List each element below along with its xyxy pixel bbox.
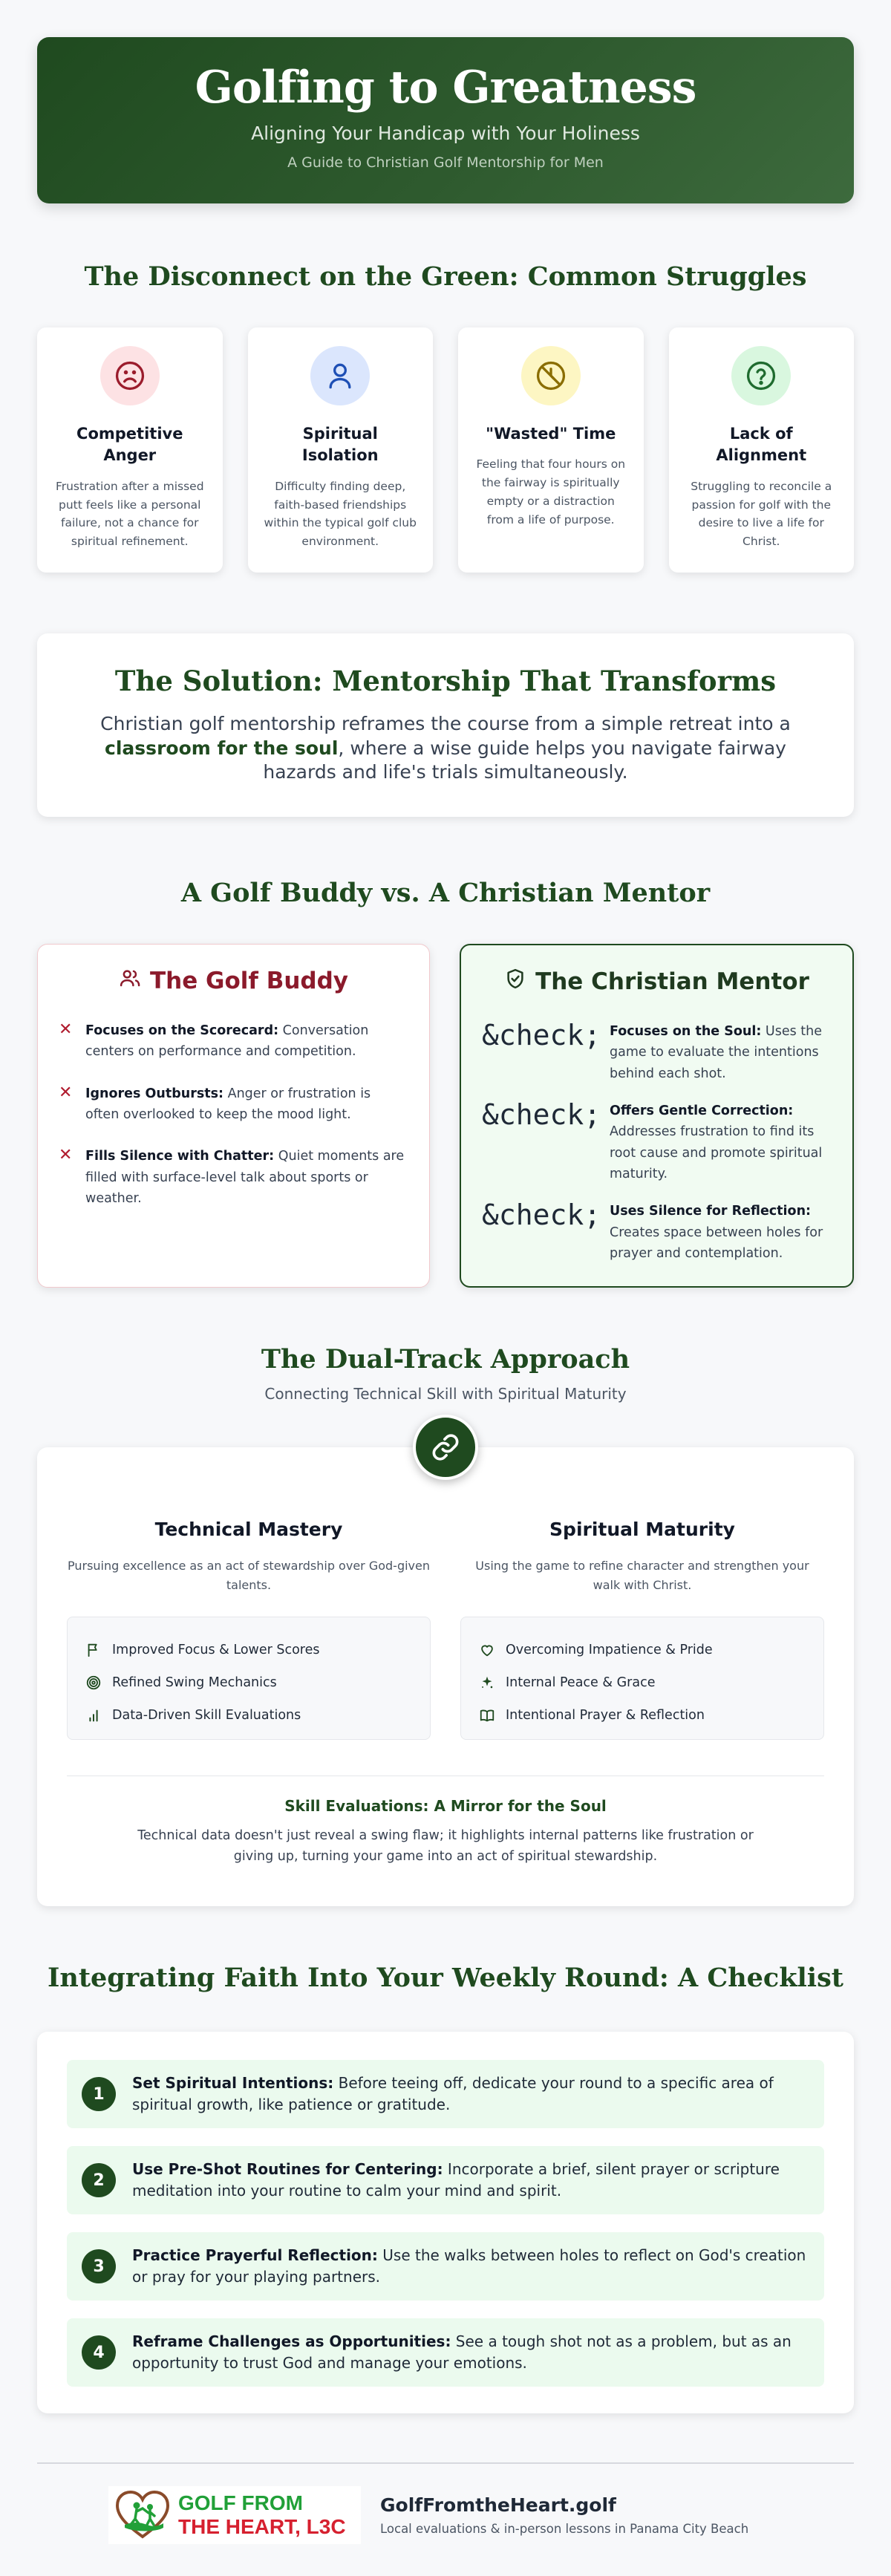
checklist-text bbox=[132, 2073, 809, 2116]
footer bbox=[37, 2464, 854, 2544]
struggle-title: Spiritual Isolation bbox=[301, 425, 379, 465]
list-item bbox=[59, 1083, 408, 1126]
christian-mentor-heading bbox=[482, 968, 832, 996]
heart-golfer-logo-icon bbox=[114, 2489, 171, 2541]
checklist-item bbox=[67, 2318, 824, 2387]
checklist-bold: Reframe Challenges as Opportunities: bbox=[132, 2332, 451, 2350]
solution-text-end: , where a wise guide helps you navigate fairway hazards and life's trials simultaneously. bbox=[263, 737, 786, 783]
list-item-bold: Focuses on the Soul: bbox=[610, 1024, 762, 1039]
list-item-label: Internal Peace & Grace bbox=[506, 1675, 656, 1691]
golf-buddy-card bbox=[37, 944, 430, 1288]
checklist-body: Incorporate a brief, silent prayer or scripture meditation into your routine to calm your mind and spirit. bbox=[132, 2160, 780, 2200]
mirror-text: Technical data doesn't just reveal a swing flaw; it highlights internal patterns like frustration or giving up, turning your game into an act of spiritual stewardship. bbox=[137, 1828, 754, 1865]
user-icon bbox=[310, 346, 370, 405]
solution-card bbox=[37, 633, 854, 817]
checklist-item bbox=[67, 2232, 824, 2301]
checklist-body: Before teeing off, dedicate your round to a specific area of spiritual growth, like patience or gratitude. bbox=[132, 2074, 774, 2113]
users-icon bbox=[119, 967, 141, 995]
technical-mastery-desc: Pursuing excellence as an act of stewardship over God-given talents. bbox=[67, 1559, 430, 1592]
step-number: 4 bbox=[82, 2335, 116, 2370]
struggle-title: Competitive Anger bbox=[76, 425, 183, 465]
x-icon: ✕ bbox=[59, 1146, 73, 1165]
list-item-label: Overcoming Impatience & Pride bbox=[506, 1643, 713, 1658]
golf-buddy-title: The Golf Buddy bbox=[150, 968, 348, 994]
checklist-item bbox=[67, 2060, 824, 2128]
list-item bbox=[479, 1699, 806, 1732]
checklist-bold: Use Pre-Shot Routines for Centering: bbox=[132, 2160, 443, 2178]
logo-line-1: GOLF FROM bbox=[178, 2491, 303, 2514]
list-item-text bbox=[610, 1021, 832, 1084]
dual-track-card bbox=[37, 1447, 854, 1906]
list-item bbox=[85, 1666, 412, 1699]
footer-tagline: Local evaluations & in-person lessons in Panama City Beach bbox=[380, 2522, 749, 2536]
list-item-text bbox=[610, 1100, 832, 1184]
hero-banner bbox=[37, 37, 854, 203]
struggle-text: Feeling that four hours on the fairway is spiritually empty or a distraction from a life of purpose. bbox=[476, 457, 626, 526]
link-icon bbox=[413, 1415, 478, 1480]
list-item bbox=[479, 1666, 806, 1699]
spiritual-maturity-list bbox=[460, 1617, 824, 1740]
check-icon: &check; bbox=[482, 1199, 601, 1232]
x-icon: ✕ bbox=[59, 1083, 73, 1102]
list-item-label: Improved Focus & Lower Scores bbox=[112, 1643, 320, 1658]
checklist-text bbox=[132, 2159, 809, 2202]
list-item-body: Addresses frustration to find its root cause and promote spiritual maturity. bbox=[610, 1124, 823, 1182]
struggle-card bbox=[248, 327, 434, 573]
dual-track-subtitle: Connecting Technical Skill with Spiritual Maturity bbox=[264, 1385, 627, 1403]
dual-track-columns bbox=[67, 1447, 824, 1740]
checklist-body: See a tough shot not as a problem, but as an opportunity to trust God and manage your emotions. bbox=[132, 2332, 792, 2372]
check-icon: &check; bbox=[482, 1019, 601, 1051]
list-item-text bbox=[85, 1020, 408, 1063]
technical-mastery-list bbox=[67, 1617, 431, 1740]
list-item-bold: Fills Silence with Chatter: bbox=[85, 1149, 275, 1164]
page-tagline: A Guide to Christian Golf Mentorship for Men bbox=[287, 154, 604, 171]
checklist-card bbox=[37, 2032, 854, 2413]
struggle-card bbox=[458, 327, 644, 573]
christian-mentor-title: The Christian Mentor bbox=[535, 968, 809, 995]
check-icon: &check; bbox=[482, 1098, 601, 1132]
struggle-card bbox=[37, 327, 223, 573]
target-icon bbox=[85, 1675, 102, 1691]
list-item-text bbox=[85, 1146, 408, 1209]
list-item bbox=[59, 1020, 408, 1063]
struggle-text: Struggling to reconcile a passion for golf with the desire to live a life for Christ. bbox=[691, 479, 832, 549]
checklist-text bbox=[132, 2331, 809, 2374]
list-item-bold: Uses Silence for Reflection: bbox=[610, 1204, 812, 1219]
x-icon: ✕ bbox=[59, 1020, 73, 1039]
brand-logo[interactable] bbox=[108, 2486, 361, 2544]
checklist-item bbox=[67, 2146, 824, 2214]
solution-text bbox=[97, 712, 794, 785]
spiritual-maturity-heading: Spiritual Maturity bbox=[549, 1519, 735, 1540]
list-item bbox=[482, 1201, 832, 1264]
struggle-text: Frustration after a missed putt feels like a personal failure, not a chance for spiritual refinement. bbox=[55, 479, 204, 549]
list-item-text bbox=[610, 1201, 832, 1264]
checklist-title: Integrating Faith Into Your Weekly Round: A Checklist bbox=[48, 1963, 843, 1993]
struggle-title: "Wasted" Time bbox=[486, 425, 616, 443]
struggles-grid bbox=[37, 327, 854, 573]
list-item bbox=[482, 1100, 832, 1184]
clock-off-icon bbox=[521, 346, 581, 405]
solution-title: The Solution: Mentorship That Transforms bbox=[114, 665, 777, 697]
struggle-text: Difficulty finding deep, faith-based friendships within the typical golf club environment. bbox=[264, 479, 417, 549]
golf-buddy-list bbox=[59, 1020, 408, 1209]
list-item bbox=[482, 1021, 832, 1084]
compare-grid bbox=[37, 944, 854, 1288]
checklist-bold: Set Spiritual Intentions: bbox=[132, 2074, 334, 2092]
website-link[interactable]: GolfFromtheHeart.golf bbox=[380, 2494, 616, 2516]
footer-info bbox=[380, 2494, 748, 2536]
list-item-body: Conversation centers on performance and competition. bbox=[85, 1023, 369, 1060]
list-item bbox=[85, 1699, 412, 1732]
heart-icon bbox=[479, 1642, 495, 1658]
solution-text-start: Christian golf mentorship reframes the course from a simple retreat into a bbox=[100, 713, 791, 734]
spiritual-maturity-desc: Using the game to refine character and strengthen your walk with Christ. bbox=[475, 1559, 809, 1592]
christian-mentor-card bbox=[460, 944, 854, 1288]
struggles-title: The Disconnect on the Green: Common Struggles bbox=[84, 261, 807, 292]
page-subtitle: Aligning Your Handicap with Your Holiness bbox=[251, 123, 640, 144]
step-number: 2 bbox=[82, 2163, 116, 2197]
struggle-title: Lack of Alignment bbox=[716, 425, 807, 465]
list-item-label: Intentional Prayer & Reflection bbox=[506, 1708, 705, 1724]
christian-mentor-list bbox=[482, 1021, 832, 1264]
sparkle-icon bbox=[479, 1675, 495, 1691]
technical-mastery-heading: Technical Mastery bbox=[154, 1519, 343, 1540]
list-item bbox=[85, 1634, 412, 1666]
compare-title: A Golf Buddy vs. A Christian Mentor bbox=[180, 878, 711, 908]
bar-chart-icon bbox=[85, 1707, 102, 1724]
list-item-bold: Focuses on the Scorecard: bbox=[85, 1023, 279, 1038]
step-number: 3 bbox=[82, 2249, 116, 2283]
frown-icon bbox=[100, 346, 160, 405]
struggle-card bbox=[669, 327, 855, 573]
list-item bbox=[59, 1146, 408, 1209]
step-number: 1 bbox=[82, 2077, 116, 2111]
logo-line-2: THE HEART, L3C bbox=[178, 2515, 346, 2538]
book-icon bbox=[479, 1707, 495, 1724]
technical-mastery-column bbox=[67, 1519, 431, 1740]
shield-check-icon bbox=[504, 968, 526, 996]
golf-buddy-heading bbox=[59, 967, 408, 995]
list-item-bold: Ignores Outbursts: bbox=[85, 1086, 224, 1101]
list-item-label: Refined Swing Mechanics bbox=[112, 1675, 277, 1691]
logo-text bbox=[178, 2491, 346, 2539]
list-item-body: Anger or frustration is often overlooked to keep the mood light. bbox=[85, 1086, 371, 1123]
flag-icon bbox=[85, 1642, 102, 1658]
checklist-bold: Practice Prayerful Reflection: bbox=[132, 2246, 378, 2264]
mirror-title: Skill Evaluations: A Mirror for the Soul bbox=[284, 1797, 607, 1816]
checklist-body: Use the walks between holes to reflect on God's creation or pray for your playing partners. bbox=[132, 2246, 806, 2286]
checklist-text bbox=[132, 2245, 809, 2288]
mirror-section bbox=[67, 1776, 824, 1867]
list-item-body: Creates space between holes for prayer and contemplation. bbox=[610, 1225, 823, 1262]
list-item bbox=[479, 1634, 806, 1666]
list-item-text bbox=[85, 1083, 408, 1126]
dual-track-title: The Dual-Track Approach bbox=[261, 1344, 630, 1375]
list-item-body: Uses the game to evaluate the intentions behind each shot. bbox=[610, 1024, 822, 1081]
list-item-bold: Offers Gentle Correction: bbox=[610, 1103, 794, 1119]
spiritual-maturity-column bbox=[460, 1519, 824, 1740]
list-item-label: Data-Driven Skill Evaluations bbox=[112, 1708, 301, 1724]
question-icon bbox=[731, 346, 791, 405]
solution-highlight: classroom for the soul bbox=[105, 737, 339, 759]
list-item-body: Quiet moments are filled with surface-level talk about sports or weather. bbox=[85, 1149, 405, 1207]
page-title: Golfing to Greatness bbox=[195, 62, 696, 114]
